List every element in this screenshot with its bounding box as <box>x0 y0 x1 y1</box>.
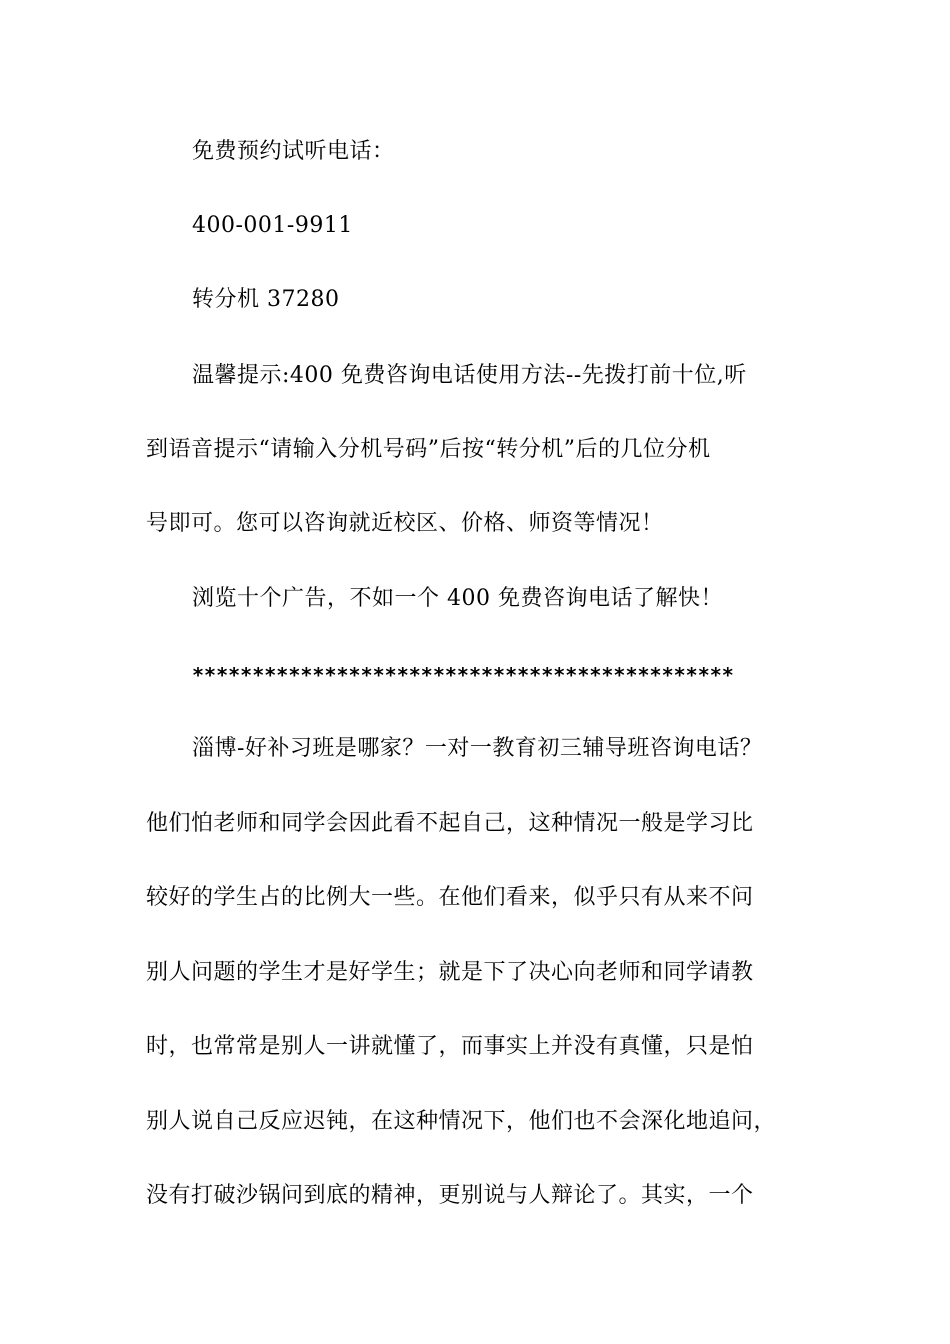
article-title: 淄博-好补习班是哪家？一对一教育初三辅导班咨询电话？ <box>192 736 763 761</box>
tip-line-1: 温馨提示:400 免费咨询电话使用方法--先拨打前十位,听 <box>192 363 747 388</box>
body-line-4: 时，也常常是别人一讲就懂了，而事实上并没有真懂，只是怕 <box>146 1034 754 1059</box>
booking-phone-heading: 免费预约试听电话： <box>192 139 395 164</box>
tip-line-2: 到语音提示“请输入分机号码”后按“转分机”后的几位分机 <box>146 437 711 462</box>
body-line-6: 没有打破沙锅问到底的精神，更别说与人辩论了。其实，一个 <box>146 1183 754 1208</box>
body-line-3: 别人问题的学生才是好学生；就是下了决心向老师和同学请教 <box>146 960 754 985</box>
body-line-2: 较好的学生占的比例大一些。在他们看来，似乎只有从来不问 <box>146 885 754 910</box>
body-line-1: 他们怕老师和同学会因此看不起自己，这种情况一般是学习比 <box>146 811 754 836</box>
body-line-5: 别人说自己反应迟钝，在这种情况下，他们也不会深化地追问， <box>146 1109 777 1134</box>
ad-slogan: 浏览十个广告，不如一个 400 免费咨询电话了解快！ <box>192 586 723 611</box>
phone-number: 400-001-9911 <box>192 213 353 238</box>
extension-number: 转分机 37280 <box>192 287 340 312</box>
tip-line-3: 号即可。您可以咨询就近校区、价格、师资等情况！ <box>146 511 664 536</box>
divider-stars: ********************************************* <box>192 663 734 687</box>
